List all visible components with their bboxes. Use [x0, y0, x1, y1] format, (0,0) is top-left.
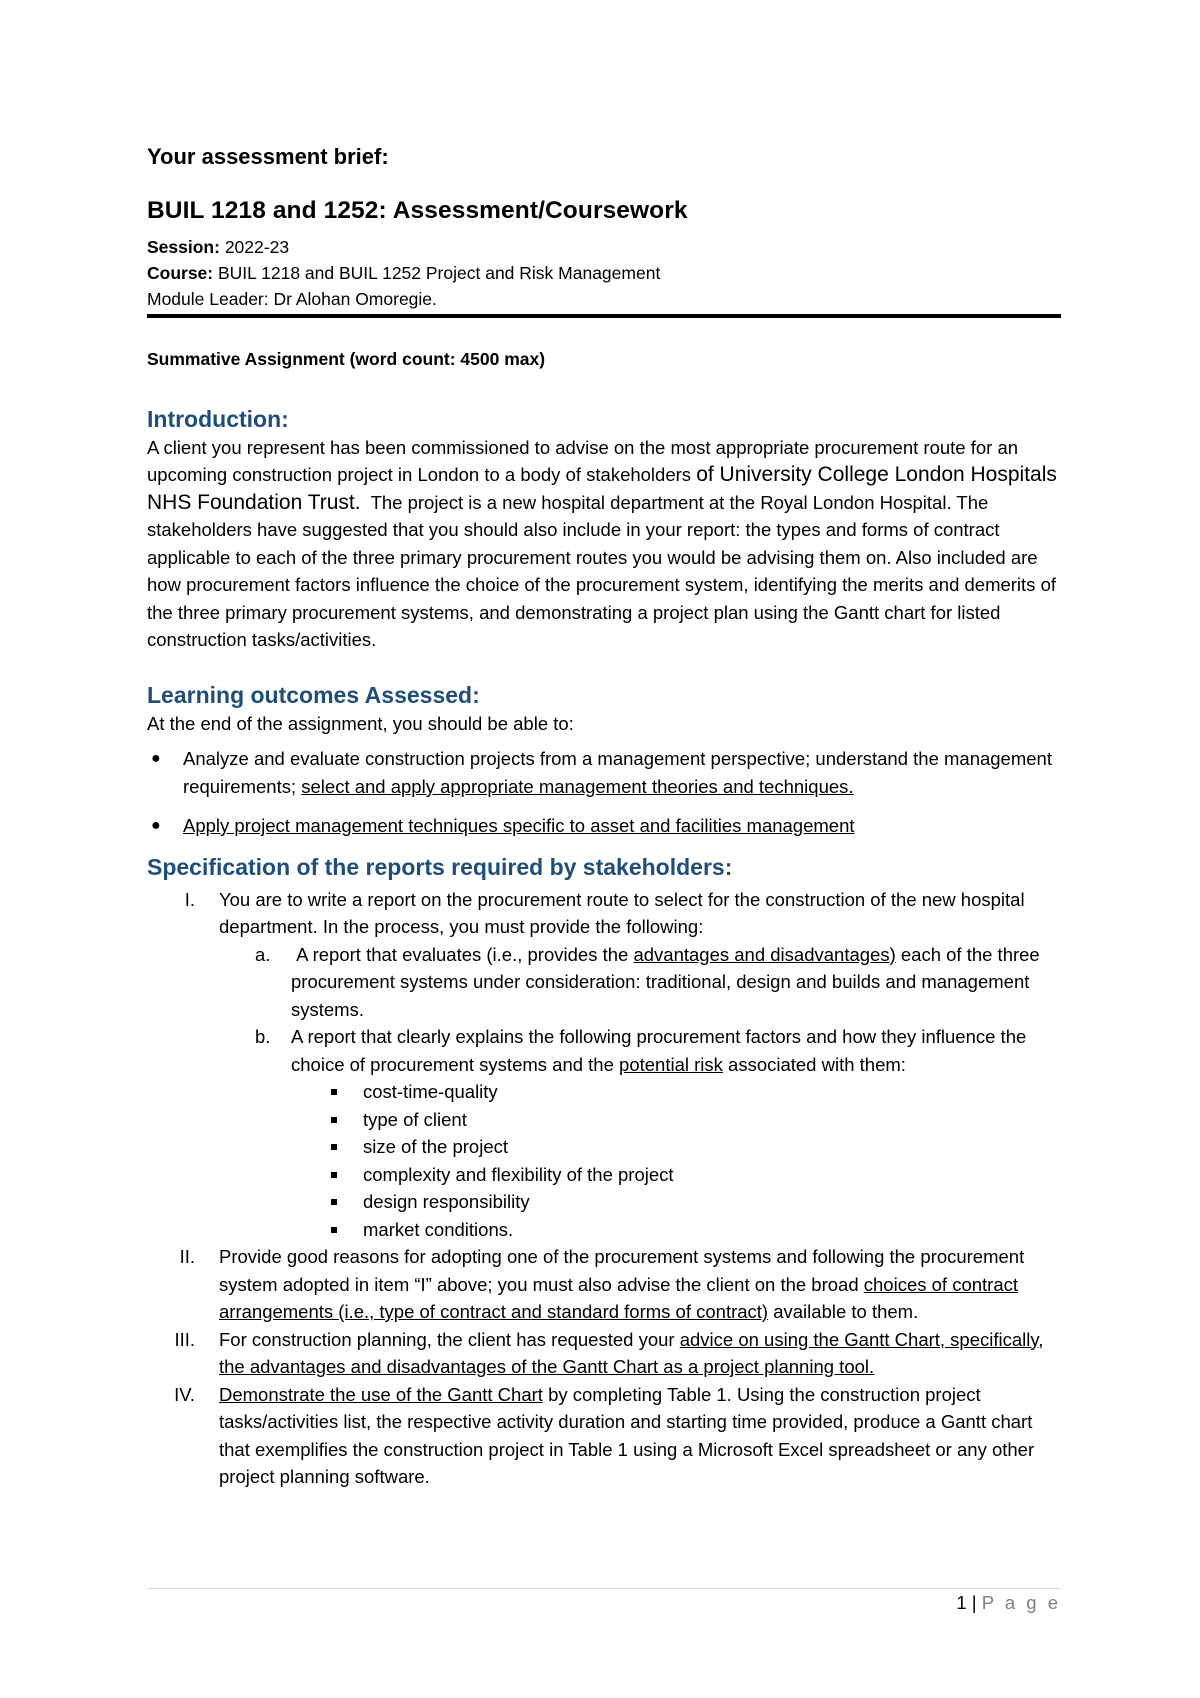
square-bullet-icon: [331, 1089, 337, 1095]
list-item: design responsibility: [291, 1188, 1061, 1216]
header-rule: [147, 314, 1061, 318]
page-number: 1: [956, 1592, 967, 1613]
introduction-heading: Introduction:: [147, 405, 289, 432]
learning-outcomes-lead: At the end of the assignment, you should be able to:: [147, 712, 574, 734]
document-body: [147, 143, 1061, 1491]
square-bullet-icon: [331, 1199, 337, 1205]
bullet-icon: ●: [151, 750, 161, 767]
session-value: 2022-23: [224, 237, 290, 257]
bullet-icon: ●: [151, 817, 161, 834]
list-item: III. For construction planning, the client has requested your advice on using the Gantt Chart, specifically, the advantages and disadvantages of the Gantt Chart as a project planning tool.: [174, 1328, 1044, 1377]
sub-list: [219, 941, 1061, 1244]
session-label: Session:: [147, 237, 220, 257]
module-leader: Module Leader: Dr Alohan Omoregie.: [147, 289, 437, 309]
list-item: type of client: [291, 1106, 1061, 1134]
course-label: Course:: [147, 263, 214, 283]
list-item: II. Provide good reasons for adopting one of the procurement systems and following the procurement system adopted in item “I” above; you must also advise the client on the broad choices of contract arrangements (i.e., type of contract and standard forms of contract) available to them.: [179, 1246, 1025, 1322]
square-bullet-icon: [331, 1227, 337, 1233]
learning-outcomes-list: [147, 745, 1061, 840]
list-item: size of the project: [291, 1133, 1061, 1161]
specification-list: [147, 886, 1061, 1491]
brief-heading: Your assessment brief:: [147, 144, 389, 169]
summative-assignment: Summative Assignment (word count: 4500 max): [147, 349, 546, 369]
factor-list: [291, 1078, 1061, 1243]
square-bullet-icon: [331, 1117, 337, 1123]
square-bullet-icon: [331, 1144, 337, 1150]
learning-outcomes-heading: Learning outcomes Assessed:: [147, 681, 480, 708]
course-value: BUIL 1218 and BUIL 1252 Project and Risk Management: [218, 263, 661, 283]
page-word: P a g e: [981, 1592, 1061, 1613]
session-line: [147, 234, 1061, 260]
introduction-paragraph: A client you represent has been commissioned to advise on the most appropriate procurement route for an upcoming construction project in London to a body of stakeholders of University College London Hospitals NHS Foundation Trust. The project is a new hospital department at the Royal London Hospital. The stakeholders have suggested that you should also include in your report: the types and forms of contract applicable to each of the three primary procurement routes you would be advising them on. Also included are how procurement factors influence the choice of the procurement system, identifying the merits and demerits of the three primary procurement systems, and demonstrating a project plan using the Gantt chart for listed construction tasks/activities.: [147, 436, 1057, 650]
list-item: a. A report that evaluates (i.e., provides the advantages and disadvantages) each of the three procurement systems under consideration: traditional, design and builds and management systems.: [255, 943, 1040, 1020]
list-item: b. A report that clearly explains the following procurement factors and how they influence the choice of procurement systems and the potential risk associated with them: cost-time-quality type of client size of the project complexity and flexibility of the project design responsibility market conditions.: [219, 1023, 1061, 1243]
list-item: complexity and flexibility of the project: [291, 1161, 1061, 1189]
course-line: [147, 260, 1061, 286]
list-item: ● Apply project management techniques specific to asset and facilities management: [147, 812, 1061, 840]
page-footer: [956, 1592, 1061, 1614]
list-item: cost-time-quality: [291, 1078, 1061, 1106]
square-bullet-icon: [331, 1172, 337, 1178]
specification-heading: Specification of the reports required by stakeholders:: [147, 853, 733, 880]
page-separator: |: [971, 1592, 977, 1613]
list-item: ● Analyze and evaluate construction projects from a management perspective; understand the management requirements; select and apply appropriate management theories and techniques.: [147, 745, 1061, 800]
list-item: I. You are to write a report on the procurement route to select for the construction of the new hospital department. In the process, you must provide the following: a. A report that evaluates (i.e., provides the advantages and disadvantages) each of the three procurement systems under consideration: traditional, design and builds and management systems. b. A report that clearly explains the following procurement factors and how they influence the choice of procurement systems and the potential risk associated with them: cost-time-quality type of client size of the project complexity and flexibility of the project design responsibility market conditions.: [147, 886, 1061, 1244]
footer-rule: [147, 1588, 1061, 1589]
list-item: market conditions.: [291, 1216, 1061, 1244]
document-title: BUIL 1218 and 1252: Assessment/Coursework: [147, 196, 688, 224]
list-item: IV. Demonstrate the use of the Gantt Chart by completing Table 1. Using the construction project tasks/activities list, the respective activity duration and starting time provided, produce a Gantt chart that exemplifies the construction project in Table 1 using a Microsoft Excel spreadsheet or any other project planning software.: [174, 1383, 1035, 1487]
